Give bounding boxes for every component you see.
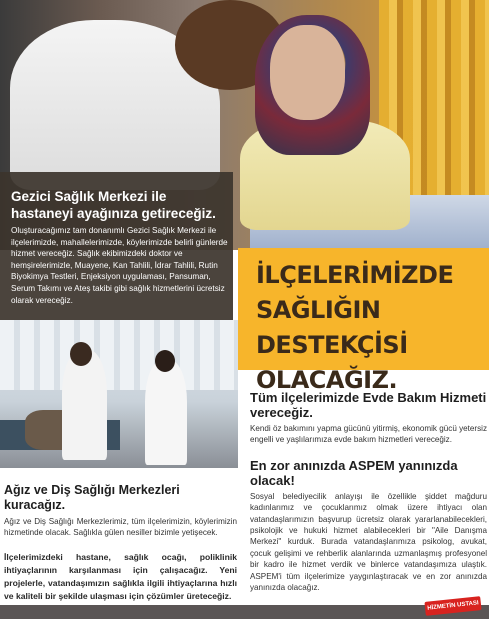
slogan-line-3: OLACAĞIZ. bbox=[256, 366, 398, 394]
slogan-line-2: SAĞLIĞIN DESTEKÇİSİ bbox=[256, 296, 408, 359]
slogan-text bbox=[256, 258, 481, 398]
aspem-title: En zor anınızda ASPEM yanınızda olacak! bbox=[250, 457, 458, 488]
hospital-paragraph: İlçelerimizdeki hastane, sağlık ocağı, poliklinik ihtiyaçlarının karşılanması için çalışacağız. Yeni projelerle, vatandaşımızın sağlıkla ilgili ihtiyaçlarına hızlı ve kaliteli bir şekilde ulaşması için çözümler üreteceğiz. bbox=[4, 551, 237, 601]
right-column bbox=[250, 390, 487, 593]
nurse-head bbox=[155, 350, 175, 372]
clinic-curtain bbox=[0, 320, 238, 390]
aspem-text: Sosyal belediyecilik anlayışı ile özellikle şiddet mağduru kadınlarımız ve çocuklarımız olmak üzere ihtiyacı olan vatandaşlarımızın başvurup ücretsiz olarak yararlanabilecekleri, psikolojik ve hukuki hizmet alabilecekleri bir "Aile Danışma Merkezi" kurduk. Burada vatandaşlarımıza psikolog, avukat, çocuk gelişimi ve rehberlik alanlarında uzmanlaşmış profesyonel bir kadro ile hizmet verdik ve binlerce vatandaşımıza ulaştık. ASPEM'i tüm ilçelerimize yaygınlaştıracak ve en zor anınızda yanınızda olacağız. bbox=[250, 491, 487, 593]
dental-title: Ağız ve Diş Sağlığı Merkezleri kuracağız. bbox=[4, 483, 180, 512]
doctor-figure bbox=[62, 350, 107, 460]
patient-face bbox=[270, 25, 345, 120]
mobile-health-center-title: Gezici Sağlık Merkezi ile hastaneyi ayağınıza getireceğiz. bbox=[11, 189, 216, 221]
dental-text: Ağız ve Diş Sağlığı Merkezlerimiz, tüm ilçelerimizin, köylerimizin hizmetinde olacak. Sağlıkla gülen nesiller bizimle yetişecek. bbox=[4, 517, 237, 538]
home-care-title: Tüm ilçelerimizde Evde Bakım Hizmeti vereceğiz. bbox=[250, 390, 487, 420]
nurse-figure bbox=[145, 360, 187, 465]
left-column bbox=[4, 483, 237, 603]
clinic-photo bbox=[0, 320, 238, 468]
footer-badge: HİZMETİN USTASI bbox=[424, 596, 481, 616]
mobile-health-center-text: Oluşturacağımız tam donanımlı Gezici Sağlık Merkezi ile ilçelerimizde, mahallelerimizde, köylerimizde belirli günlerde hizmet vereceğiz. Sağlık ekibimizdeki doktor ve hemşirelerimizle, Muayene, Kan Tahlili, İdrar Tahlili, Rutin Biyokimya Testleri, Enjeksiyon uygulaması, Pansuman, Serum Takımı ve Ateş takibi gibi sağlık hizmetlerini ücretsiz olarak vereceğiz. bbox=[11, 226, 228, 305]
doctor-head bbox=[70, 342, 92, 366]
slogan-banner bbox=[238, 248, 489, 394]
home-care-text: Kendi öz bakımını yapma gücünü yitirmiş, ekonomik gücü yetersiz engelli ve yaşlılarımıza evde bakım hizmetleri vereceğiz. bbox=[250, 424, 487, 445]
mobile-health-center-box bbox=[0, 172, 233, 320]
slogan-line-1: İLÇELERİMİZDE bbox=[256, 261, 454, 289]
footer-strip bbox=[0, 605, 489, 619]
